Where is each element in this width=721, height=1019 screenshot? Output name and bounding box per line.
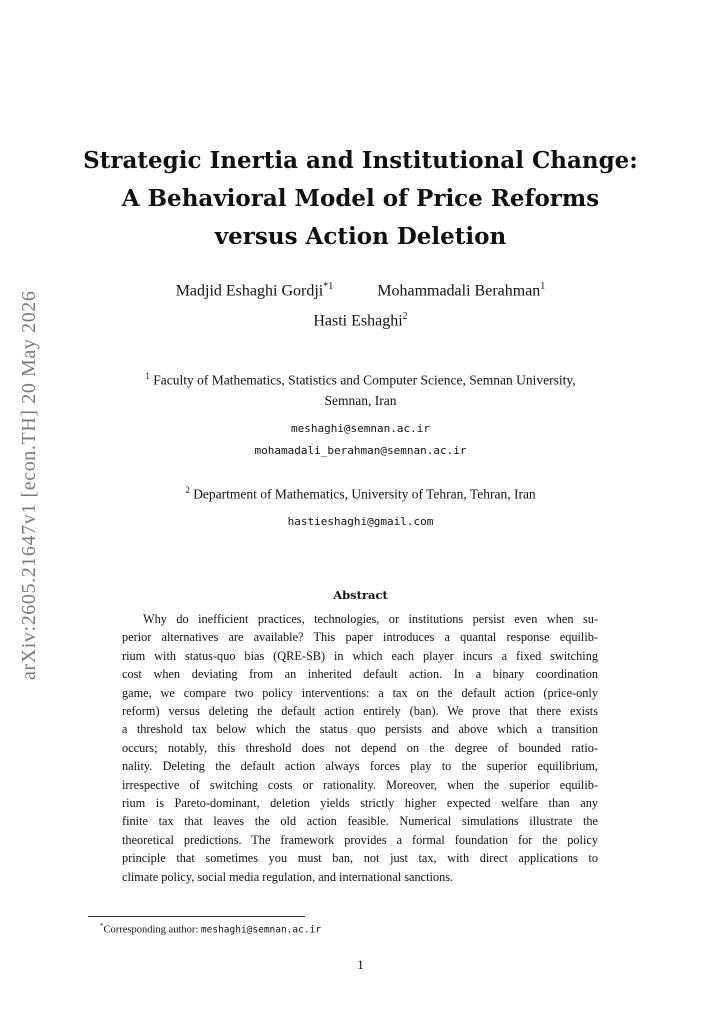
arxiv-identifier-stamp: arXiv:2605.21647v1 [econ.TH] 20 May 2026 xyxy=(18,290,40,680)
abstract-line: theoretical predictions. The framework provides a formal foundation for the policy xyxy=(122,832,598,847)
author xyxy=(176,274,334,304)
author-name: Madjid Eshaghi Gordji xyxy=(175,282,324,300)
footnote-email[interactable]: meshaghi@semnan.ac.ir xyxy=(200,924,322,936)
abstract-line: game, we compare two policy interventions: a tax on the default action (price-only xyxy=(122,685,598,700)
author-affiliation-mark: 2 xyxy=(402,311,408,323)
affiliation-line xyxy=(100,366,621,391)
abstract-line: rium is Pareto-dominant, deletion yields strictly higher expected welfare than any xyxy=(122,796,598,811)
affiliation-mark: 2 xyxy=(185,485,190,495)
abstract-line: principle that sometimes you must ban, not just tax, with direct applications to xyxy=(122,851,598,866)
corresponding-author-footnote xyxy=(100,922,321,936)
footnote-divider xyxy=(88,916,305,917)
abstract-line: reform) versus deleting the default action entirely (ban). We prove that there exists xyxy=(122,704,598,719)
title-line: Strategic Inertia and Institutional Change: xyxy=(83,147,638,174)
affiliation-mark: 1 xyxy=(145,371,150,381)
author xyxy=(377,274,545,304)
paper-title xyxy=(0,142,721,256)
affiliation-2 xyxy=(100,480,621,505)
title-line: A Behavioral Model of Price Reforms xyxy=(121,185,600,212)
abstract-line: nality. Deleting the default action always forces play to the superior equilibrium, xyxy=(122,759,598,774)
affiliation-1 xyxy=(100,366,621,411)
author-email[interactable]: mohamadali_berahman@semnan.ac.ir xyxy=(254,444,467,457)
page-number: 1 xyxy=(357,957,364,972)
author-affiliation-mark: *1 xyxy=(323,281,334,292)
abstract-line: Why do inefficient practices, technologies, or institutions persist even when su- xyxy=(143,612,598,626)
author-line xyxy=(0,304,721,334)
footnote-mark: * xyxy=(100,922,104,930)
author xyxy=(313,304,407,334)
author-email[interactable]: meshaghi@semnan.ac.ir xyxy=(290,422,431,435)
title-line: versus Action Deletion xyxy=(214,223,507,250)
abstract-line: a threshold tax below which the status quo persists and above which a transition xyxy=(122,722,598,737)
abstract-line: climate policy, social media regulation, and international sanctions. xyxy=(122,869,454,884)
author-name: Hasti Eshaghi xyxy=(313,312,403,330)
abstract-line: irrespective of switching costs or rationality. Moreover, when the superior equilib- xyxy=(122,777,598,792)
author-name: Mohammadali Berahman xyxy=(377,282,541,300)
author-email[interactable]: hastieshaghi@gmail.com xyxy=(287,515,434,528)
author-line xyxy=(0,274,721,304)
abstract-line: occurs; notably, this threshold does not depend on the degree of bounded ratio- xyxy=(122,740,598,755)
affiliation-line: Semnan, Iran xyxy=(324,392,397,408)
author-list xyxy=(0,274,721,335)
abstract-line: cost when deviating from an inherited default action. In a binary coordination xyxy=(122,667,598,682)
abstract-body xyxy=(122,610,598,886)
affiliation-line xyxy=(100,480,621,505)
abstract-heading: Abstract xyxy=(333,588,388,602)
footnote-text: Corresponding author: xyxy=(103,924,201,936)
affiliation-text: Department of Mathematics, University of Tehran, Tehran, Iran xyxy=(193,486,536,502)
abstract-line: perior alternatives are available? This paper introduces a quantal response equilib- xyxy=(122,630,598,645)
affiliation-text: Faculty of Mathematics, Statistics and Computer Science, Semnan University, xyxy=(153,372,576,388)
abstract-line: finite tax that leaves the old action feasible. Numerical simulations illustrate the xyxy=(122,814,598,829)
abstract-line: rium with status-quo bias (QRE-SB) in which each player incurs a fixed switching xyxy=(122,648,598,663)
author-affiliation-mark: 1 xyxy=(540,281,546,292)
